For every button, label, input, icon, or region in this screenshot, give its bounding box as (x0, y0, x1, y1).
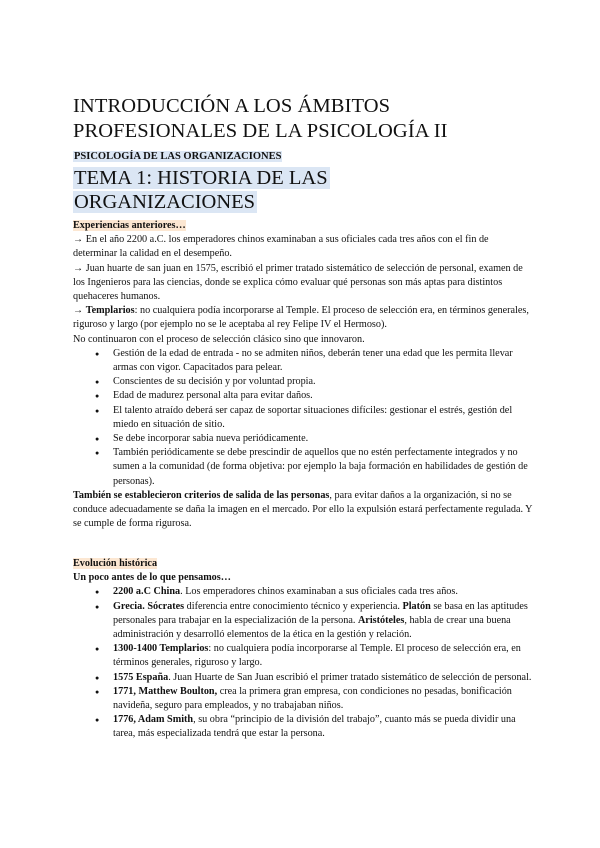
list-item (113, 642, 533, 670)
list-item: ● Se debe incorporar sabia nueva periódicamente. (113, 432, 533, 446)
item-bold: Grecia. Sócrates (113, 600, 185, 612)
item-bold: Aristóteles (357, 614, 405, 626)
arrow-prefix: → (73, 305, 86, 317)
evolution-section (73, 557, 533, 742)
item-text: crea la primera gran empresa, con condiciones no pesadas, bonificación navideña, seguro para empleados, y no trabajaban niños. (113, 685, 512, 712)
paragraph-criteria (73, 489, 533, 532)
paragraph-continue: No continuaron con el proceso de selección clásico sino que innovaron. (73, 333, 365, 345)
item-bold: 1300-1400 Templarios (113, 643, 209, 655)
item-text: diferencia entre conocimiento técnico y experiencia. (184, 600, 403, 612)
list-item (113, 671, 533, 685)
list-item (113, 685, 533, 713)
title-line-1: INTRODUCCIÓN A LOS ÁMBITOS (73, 95, 391, 117)
templarios-bold: Templarios (85, 305, 135, 317)
section-label: PSICOLOGÍA DE LAS ORGANIZACIONES (74, 151, 282, 162)
item-bold: 1776, Adam Smith (113, 714, 194, 726)
item-text: se basa en las aptitudes personales para trabajar en la especialización de la persona. (113, 600, 528, 626)
criteria-rest: , para evitar daños a la organización, si no se conduce adecuadamente se daña la imagen en el mercado. Por ello la expulsión estará perfectamente regulada. Y se cumple de forma rigurosa. (73, 489, 533, 530)
document-title (73, 94, 533, 144)
item-bold: 2200 a.C China (113, 586, 181, 598)
list-item: ● El talento atraído deberá ser capaz de soportar situaciones difíciles: gestionar el estrés, gestión del miedo en situación de sitio. (113, 404, 533, 432)
item-text: . Los emperadores chinos examinaban a sus oficiales cada tres años. (180, 586, 458, 598)
experiences-heading: Experiencias anteriores… (73, 220, 186, 231)
item-text: , habla de crear una buena administración y desarrolló elementos de la ética en la gestión y relación. (113, 614, 511, 641)
list-item (113, 713, 533, 741)
evolution-heading: Evolución histórica (73, 558, 158, 569)
item-bold: 1575 España (113, 671, 169, 683)
tema-line-1: TEMA 1: HISTORIA DE LAS (74, 167, 328, 189)
paragraph-huarte: → Juan huarte de san juan en 1575, escribió el primer tratado sistemático de selección de personal, examen de los Ingenieros para las ciencias, donde se explica cómo evaluar qué personas son más aptas para distintos quehaceres humanos. (73, 262, 523, 303)
list-item: ● Gestión de la edad de entrada - no se admiten niños, deberán tener una edad que les permita llevar armas con vigor. Capacitados para pelear. (113, 347, 533, 375)
list-item (113, 600, 533, 643)
list-item: ● También periódicamente se debe prescindir de aquellos que no estén perfectamente integrados y no sumen a la comunidad (de forma objetiva: por ejemplo la baja formación en habilidades de gestión de personas). (113, 446, 533, 489)
item-bold: 1771, Matthew Boulton, (113, 685, 218, 697)
item-text: : no cualquiera podía incorporarse al Temple. El proceso de selección era, en términos generales, riguroso y largo. (113, 643, 521, 669)
templarios-rest: : no cualquiera podía incorporarse al Temple. El proceso de selección era, en términos generales, riguroso y largo (por ejemplo no se le aceptaba al rey Felipe IV el Hermoso). (73, 305, 529, 331)
evolution-subheading: Un poco antes de lo que pensamos… (73, 572, 231, 584)
evolution-list (73, 585, 533, 741)
title-line-2: PROFESIONALES DE LA PSICOLOGÍA II (73, 120, 448, 142)
paragraph-templarios (73, 304, 533, 332)
templarios-list (73, 347, 533, 489)
experiences-section (73, 219, 533, 531)
list-item (113, 585, 533, 599)
criteria-bold: También se establecieron criterios de salida de las personas (73, 489, 330, 501)
tema-heading (73, 166, 330, 214)
item-text: . Juan Huarte de San Juan escribió el primer tratado sistemático de selección de personal. (168, 671, 532, 683)
item-bold: Platón (402, 600, 431, 612)
tema-line-2: ORGANIZACIONES (74, 191, 256, 213)
paragraph-china: → En el año 2200 a.C. los emperadores chinos examinaban a sus oficiales cada tres años con el fin de determinar la calidad en el desempeño. (73, 234, 489, 260)
item-text: , su obra “principio de la división del trabajo”, cuanto más se pueda dividir una tarea, más especializada tendrá que estar la persona. (113, 714, 516, 740)
list-item: ● Edad de madurez personal alta para evitar daños. (113, 389, 533, 403)
list-item: ● Conscientes de su decisión y por voluntad propia. (113, 375, 533, 389)
